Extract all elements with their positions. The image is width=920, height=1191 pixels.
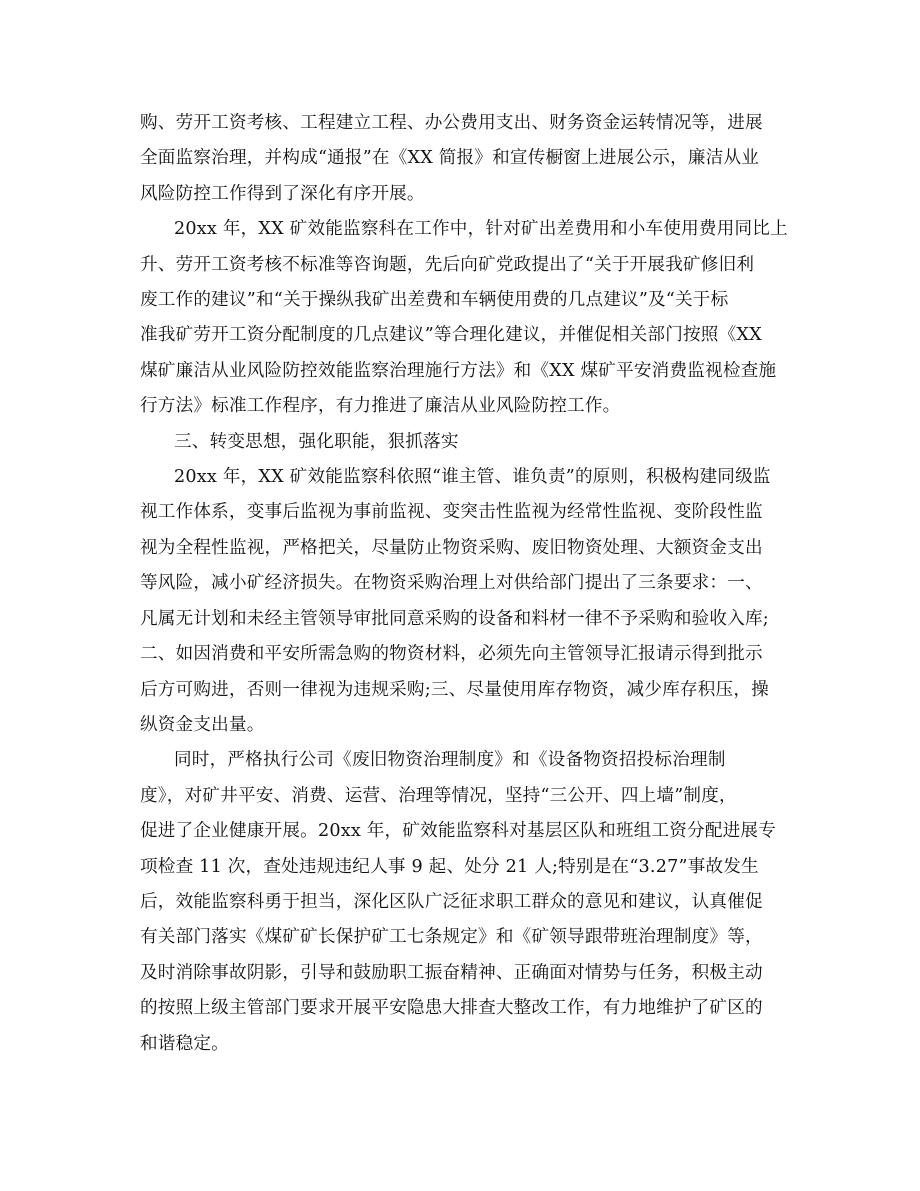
text-line: 度》，对矿井平安、消费、运营、治理等情况，坚持“三公开、四上墙”制度， — [140, 785, 737, 806]
text-line: 全面监察治理，并构成“通报”在《XX 简报》和宣传橱窗上进展公示，廉洁从业 — [140, 148, 760, 169]
text-line: 废工作的建议”和“关于操纵我矿出差费和车辆使用费的几点建议”及“关于标 — [140, 290, 729, 311]
heading-line: 三、转变思想，强化职能，狠抓落实 — [174, 431, 459, 452]
text-line: 升、劳开工资考核不标准等咨询题，先后向矿党政提出了“关于开展我矿修旧利 — [140, 254, 755, 275]
text-line: 同时，严格执行公司《废旧物资治理制度》和《设备物资招投标治理制 — [174, 750, 726, 771]
text-line: 凡属无计划和未经主管领导审批同意采购的设备和料材一律不予采购和验收入库; — [140, 608, 769, 629]
text-line: 视工作体系，变事后监视为事前监视、变突击性监视为经常性监视、变阶段性监 — [140, 502, 763, 523]
text-line: 有关部门落实《煤矿矿长保护矿工七条规定》和《矿领导跟带班治理制度》等， — [140, 927, 763, 948]
text-line: 促进了企业健康开展。20xx 年，矿效能监察科对基层区队和班组工资分配进展专 — [140, 821, 777, 842]
text-line: 的按照上级主管部门要求开展平安隐患大排查大整改工作，有力地维护了矿区的 — [140, 998, 763, 1019]
text-line: 和谐稳定。 — [140, 1033, 229, 1054]
text-line: 视为全程性监视，严格把关，尽量防止物资采购、废旧物资处理、大额资金支出 — [140, 537, 763, 558]
text-line: 准我矿劳开工资分配制度的几点建议”等合理化建议，并催促相关部门按照《XX — [140, 325, 762, 346]
text-line: 煤矿廉洁从业风险防控效能监察治理施行方法》和《XX 煤矿平安消费监视检查施 — [140, 360, 777, 381]
paragraph — [140, 212, 790, 424]
paragraph — [140, 460, 790, 743]
paragraph — [140, 106, 790, 212]
document-page — [140, 106, 790, 1062]
text-line: 及时消除事故阴影，引导和鼓励职工振奋精神、正确面对情势与任务，积极主动 — [140, 962, 763, 983]
text-line: 后方可购进，否则一律视为违规采购;三、尽量使用库存物资，减少库存积压，操 — [140, 679, 769, 700]
text-line: 购、劳开工资考核、工程建立工程、办公费用支出、财务资金运转情况等，进展 — [140, 113, 763, 133]
text-line: 项检查 11 次，查处违规违纪人事 9 起、处分 21 人;特别是在“3.27”事故发生 — [140, 856, 759, 877]
text-line: 等风险，减小矿经济损失。在物资采购治理上对供给部门提出了三条要求：一、 — [140, 573, 763, 594]
text-line: 二、如因消费和平安所需急购的物资材料，必须先向主管领导汇报请示得到批示 — [140, 644, 763, 665]
text-line: 20xx 年，XX 矿效能监察科依照“谁主管、谁负责”的原则，积极构建同级监 — [174, 467, 771, 488]
section-heading — [140, 425, 790, 460]
text-line: 风险防控工作得到了深化有序开展。 — [140, 183, 425, 204]
text-line: 20xx 年，XX 矿效能监察科在工作中，针对矿出差费用和小车使用费用同比上 — [174, 219, 788, 240]
text-line: 纵资金支出量。 — [140, 714, 265, 735]
paragraph — [140, 743, 790, 1062]
text-line: 后，效能监察科勇于担当，深化区队广泛征求职工群众的意见和建议，认真催促 — [140, 891, 763, 912]
text-line: 行方法》标准工作程序，有力推进了廉洁从业风险防控工作。 — [140, 396, 621, 417]
